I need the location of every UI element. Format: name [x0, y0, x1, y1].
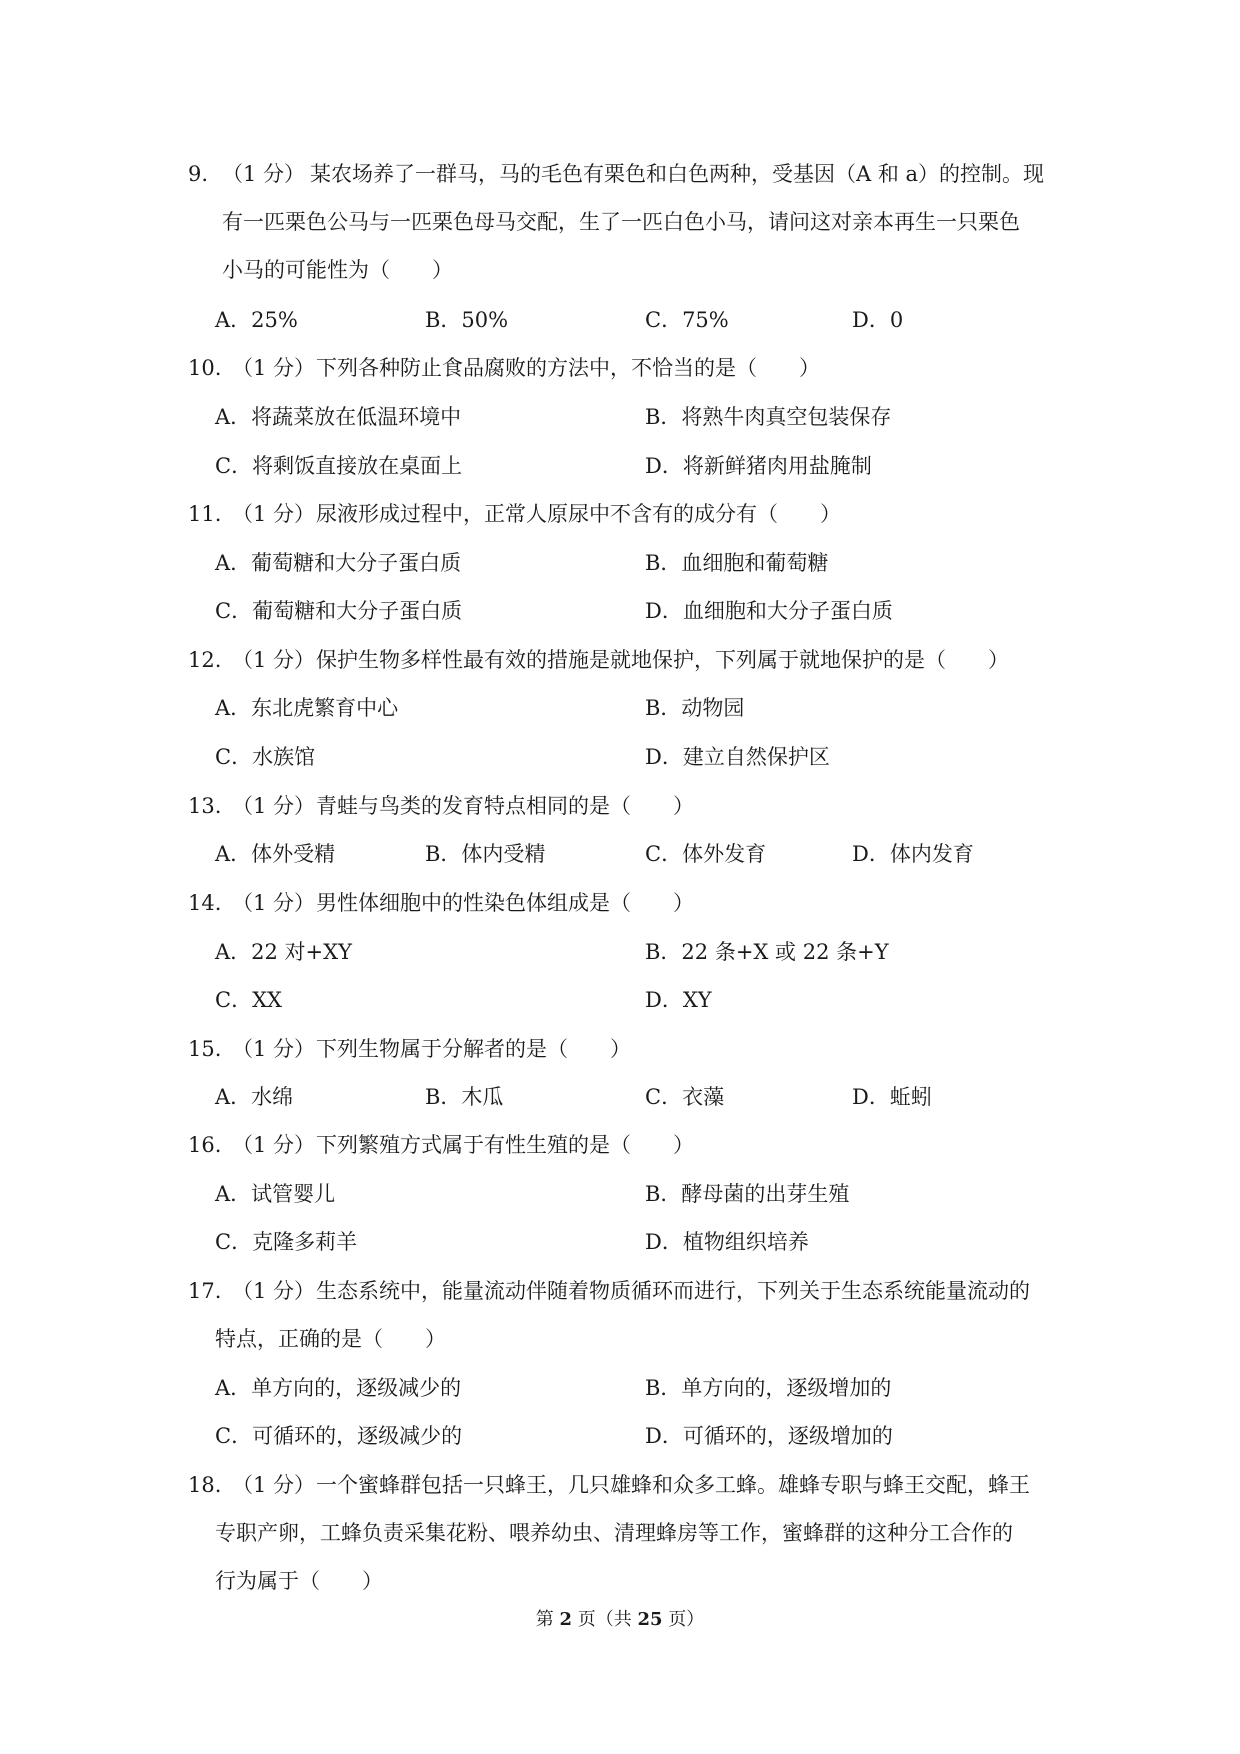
- option-a: A．水绵: [215, 1085, 294, 1109]
- option-a: A．22 对+XY: [215, 940, 352, 964]
- option-a: A．试管婴儿: [215, 1182, 336, 1206]
- option-a: A．单方向的，逐级减少的: [215, 1376, 462, 1400]
- total-pages: 25: [637, 1609, 663, 1630]
- option-c: C．葡萄糖和大分子蛋白质: [215, 599, 463, 623]
- question-score: （1 分）: [232, 1279, 316, 1303]
- option-a: A．东北虎繁育中心: [215, 696, 399, 720]
- option-c: C．XX: [215, 988, 282, 1012]
- option-d: D．血细胞和大分子蛋白质: [645, 599, 893, 623]
- question-number: 14.: [188, 891, 222, 915]
- question-text: 下列繁殖方式属于有性生殖的是（ ）: [316, 1133, 694, 1157]
- question-text: 专职产卵，工蜂负责采集花粉、喂养幼虫、清理蜂房等工作，蜜蜂群的这种分工合作的: [215, 1521, 1013, 1545]
- page-footer: [0, 1608, 1240, 1632]
- question-text: 下列生物属于分解者的是（ ）: [316, 1037, 631, 1061]
- question-text: 保护生物多样性最有效的措施是就地保护，下列属于就地保护的是（ ）: [316, 648, 1009, 672]
- option-d: D．体内发育: [852, 842, 974, 866]
- option-b: B．体内受精: [425, 842, 546, 866]
- question-text: 男性体细胞中的性染色体组成是（ ）: [316, 891, 694, 915]
- option-c: C．将剩饭直接放在桌面上: [215, 454, 463, 478]
- question-number: 11.: [188, 502, 222, 526]
- question-number: 13.: [188, 794, 222, 818]
- question-text: 青蛙与鸟类的发育特点相同的是（ ）: [316, 794, 694, 818]
- question-number: 9.: [188, 162, 209, 186]
- option-d: D．植物组织培养: [645, 1230, 809, 1254]
- option-b: B．单方向的，逐级增加的: [645, 1376, 892, 1400]
- question-score: （1 分）: [232, 1133, 316, 1157]
- question-text: 有一匹栗色公马与一匹栗色母马交配，生了一匹白色小马，请问这对亲本再生一只栗色: [222, 210, 1020, 234]
- question-number: 18.: [188, 1473, 222, 1497]
- option-c: C．水族馆: [215, 745, 316, 769]
- option-d: D．XY: [645, 988, 712, 1012]
- question-score: （1 分）: [232, 891, 316, 915]
- question-text: 特点，正确的是（ ）: [215, 1327, 446, 1351]
- question-score: （1 分）: [232, 502, 316, 526]
- option-d: D．0: [852, 308, 904, 332]
- option-b: B．22 条+X 或 22 条+Y: [645, 940, 889, 964]
- question-score: （1 分）: [222, 162, 306, 186]
- question-score: （1 分）: [232, 648, 316, 672]
- option-a: A．葡萄糖和大分子蛋白质: [215, 551, 462, 575]
- question-score: （1 分）: [232, 794, 316, 818]
- option-a: A．体外受精: [215, 842, 336, 866]
- page-number: 2: [559, 1609, 572, 1630]
- question-text: 某农场养了一群马，马的毛色有栗色和白色两种，受基因（A 和 a）的控制。现: [310, 162, 1045, 186]
- option-b: B．50%: [425, 308, 509, 332]
- option-c: C．衣藻: [645, 1085, 725, 1109]
- footer-suffix: 页）: [662, 1609, 705, 1630]
- question-number: 10.: [188, 356, 222, 380]
- option-d: D．建立自然保护区: [645, 745, 830, 769]
- option-b: B．将熟牛肉真空包装保存: [645, 405, 892, 429]
- question-text: 小马的可能性为（ ）: [222, 258, 453, 282]
- question-text: 行为属于（ ）: [215, 1569, 383, 1593]
- option-c: C．体外发育: [645, 842, 767, 866]
- question-text: 一个蜜蜂群包括一只蜂王，几只雄蜂和众多工蜂。雄蜂专职与蜂王交配，蜂王: [316, 1473, 1030, 1497]
- option-d: D．蚯蚓: [852, 1085, 932, 1109]
- option-b: B．木瓜: [425, 1085, 504, 1109]
- option-a: A．25%: [215, 308, 298, 332]
- option-b: B．动物园: [645, 696, 745, 720]
- question-number: 16.: [188, 1133, 222, 1157]
- option-b: B．血细胞和葡萄糖: [645, 551, 829, 575]
- question-text: 下列各种防止食品腐败的方法中，不恰当的是（ ）: [316, 356, 820, 380]
- footer-prefix: 第: [535, 1609, 560, 1630]
- question-number: 15.: [188, 1037, 222, 1061]
- question-number: 12.: [188, 648, 222, 672]
- option-c: C．可循环的，逐级减少的: [215, 1424, 463, 1448]
- option-d: D．将新鲜猪肉用盐腌制: [645, 454, 872, 478]
- question-score: （1 分）: [232, 1037, 316, 1061]
- option-c: C．75%: [645, 308, 729, 332]
- question-score: （1 分）: [232, 1473, 316, 1497]
- question-score: （1 分）: [232, 356, 316, 380]
- question-text: 生态系统中，能量流动伴随着物质循环而进行，下列关于生态系统能量流动的: [316, 1279, 1030, 1303]
- question-number: 17.: [188, 1279, 222, 1303]
- option-c: C．克隆多莉羊: [215, 1230, 358, 1254]
- option-a: A．将蔬菜放在低温环境中: [215, 405, 462, 429]
- question-text: 尿液形成过程中，正常人原尿中不含有的成分有（ ）: [316, 502, 841, 526]
- option-b: B．酵母菌的出芽生殖: [645, 1182, 850, 1206]
- footer-middle: 页（共: [572, 1609, 638, 1630]
- option-d: D．可循环的，逐级增加的: [645, 1424, 893, 1448]
